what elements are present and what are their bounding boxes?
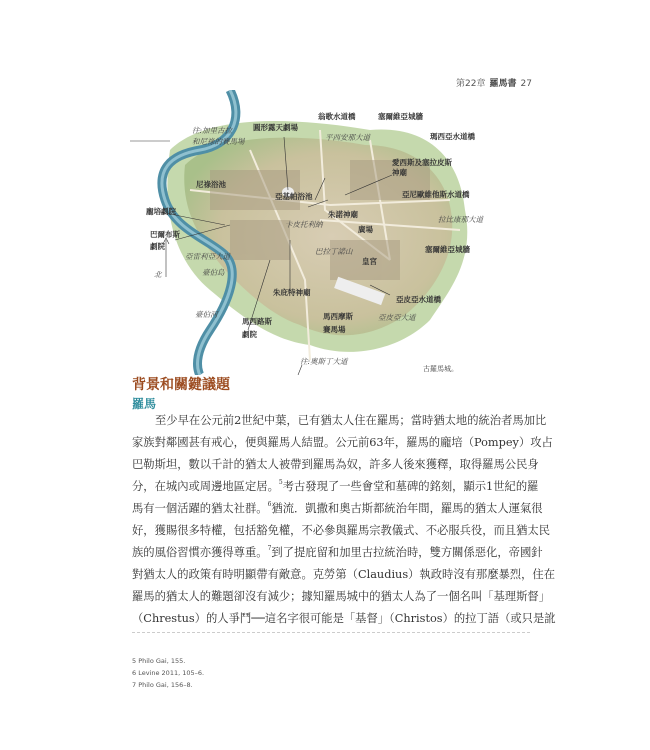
page-number: 27 [520, 79, 532, 89]
map-label: 平西安那大道 [325, 133, 370, 142]
map-label: 塞爾維亞城牆 [425, 245, 470, 254]
map-label: 臺伯島 [202, 268, 225, 277]
map-label: 臺伯河 [195, 310, 218, 319]
text-line [132, 476, 539, 498]
footnote-ref[interactable]: 7 [267, 545, 272, 552]
text-segment: 猶流．凱撒和奧古斯都統治年間，羅馬的猶太人運氣很 [271, 502, 543, 515]
text-line: 對猶太人的政策有時明顯帶有敵意。克勞第（Claudius）執政時沒有那麼暴烈，住在 [132, 568, 555, 581]
map-label: 朱庇特神廟 [273, 288, 311, 297]
map-label: 亞雷利亞大道 [185, 252, 230, 261]
text-line: 至少早在公元前2世紀中葉，已有猶太人住在羅馬；當時猶太地的統治者馬加比 [155, 414, 547, 427]
footnote: 5 Philo Gai, 155. [132, 657, 186, 665]
map-label: 塞爾維亞城牆 [378, 112, 423, 121]
map-label: 往:奧斯丁大道 [300, 357, 348, 366]
footnote-divider [132, 632, 530, 633]
map-label: 馬西路斯 [242, 317, 272, 326]
map-label: 劇院 [150, 242, 165, 251]
text-segment: 族的風俗習慣亦獲得尊重。 [132, 546, 268, 559]
map-label: 拉比康那大道 [438, 215, 483, 224]
ancient-rome-map [130, 90, 500, 375]
text-line [132, 498, 543, 520]
text-line: 好，獲賜很多特權，包括豁免權，不必參與羅馬宗教儀式、不必服兵役，而且猶太民 [132, 524, 550, 537]
map-label: 神廟 [392, 168, 407, 177]
map-label: 亞基帕浴池 [275, 192, 313, 201]
map-label: 翁歌水道橋 [318, 112, 356, 121]
text-line: 巴勒斯坦，數以千計的猶太人被帶到羅馬為奴，許多人後來獲釋，取得羅馬公民身 [132, 458, 539, 471]
map-label: 皇宮 [362, 257, 377, 266]
map-label: 圓形露天劇場 [253, 123, 298, 132]
text-segment: 分，在城內或周邊地區定居。 [132, 480, 279, 493]
text-segment: 考古發現了一些會堂和墓碑的銘刻，顯示1世紀的羅 [282, 480, 539, 493]
text-segment: 到了提庇留和加里古拉統治時，雙方關係惡化，帝國針 [271, 546, 543, 559]
map-label: 賽馬場 [323, 325, 346, 334]
text-line: 羅馬的猶太人的難題卻沒有減少；據知羅馬城中的猶太人為了一個名叫「基理斯督」 [132, 590, 550, 603]
map-label: 亞皮亞水道橋 [396, 295, 441, 304]
map-label: 朱諾神廟 [328, 210, 358, 219]
footnote-ref[interactable]: 5 [278, 479, 283, 486]
text-line [132, 542, 543, 564]
map-caption: 古羅馬城。 [423, 365, 458, 373]
map-label: 巴拉丁諾山 [315, 247, 353, 256]
map-label: 馬西摩斯 [323, 312, 353, 321]
text-line: （Chrestus）的人爭鬥──這名字很可能是「基督」（Christos）的拉丁語（或只是訛 [132, 612, 556, 625]
map-label: 龐培劇院 [146, 207, 176, 216]
map-label: 亞皮亞大道 [378, 313, 416, 322]
text-line: 家族對鄰國甚有戒心，便與羅馬人結盟。公元前63年，羅馬的龐培（Pompey）攻占 [132, 436, 553, 449]
map-label: 和尼祿的賽馬場 [192, 137, 245, 146]
book-title: 羅馬書 [489, 79, 517, 89]
map-label: 廣場 [358, 225, 373, 234]
map-label: 亞尼歐維他斯水道橋 [402, 190, 470, 199]
map-label: 巴爾布斯 [150, 230, 180, 239]
chapter-number: 第22章 [456, 79, 486, 89]
section-heading: 背景和關鍵議題 [132, 377, 230, 393]
body-text [132, 410, 556, 630]
map-label: 劇院 [242, 330, 257, 339]
footnote: 7 Philo Gai, 156–8. [132, 681, 193, 689]
text-segment: 馬有一個活躍的猶太社群。 [132, 502, 268, 515]
footnote-ref[interactable]: 6 [267, 501, 272, 508]
map-label: 愛西斯及塞拉皮斯 [392, 158, 452, 167]
map-label: 往:加里古拉 [192, 126, 233, 135]
running-header [456, 76, 532, 89]
map-label: 卡皮托利納 [285, 220, 323, 229]
map-label: 瑪西亞水道橋 [430, 132, 475, 141]
footnote: 6 Levine 2011, 105–6. [132, 669, 205, 677]
subsection-heading: 羅馬 [132, 397, 157, 411]
map-label: 北 [154, 270, 162, 279]
map-label: 尼祿浴池 [196, 180, 226, 189]
